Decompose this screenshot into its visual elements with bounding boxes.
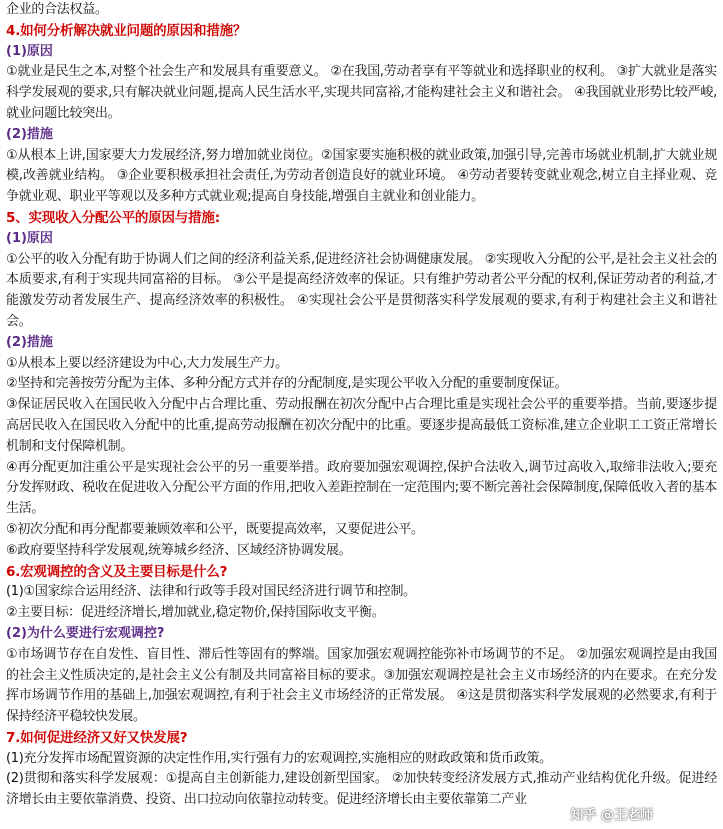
paragraph: ②主要目标：促进经济增长,增加就业,稳定物价,保持国际收支平衡。: [6, 605, 385, 621]
section-heading: 5、实现收入分配公平的原因与措施:: [6, 209, 220, 226]
paragraph: ①就业是民生之本,对整个社会生产和发展具有重要意义。 ②在我国,劳动者享有平等就业和选择职业的权利。 ③扩大就业是落实科学发展观的要求,只有解决就业问题,提高人民生活水平,实现共同富裕,才能构建社会主义和谐社会。 ④我国就业形势比较严峻,就业问题比较突出。: [6, 64, 717, 121]
section-heading: 6.宏观调控的含义及主要目标是什么?: [6, 563, 228, 580]
watermark: 知乎 @王老师: [570, 808, 653, 823]
paragraph: ④再分配更加注重公平是实现社会公平的另一重要举措。政府要加强宏观调控,保护合法收入,调节过高收入,取缔非法收入;要充分发挥财政、税收在促进收入分配公平方面的作用,把收入差距控制在一定范围内;要不断完善社会保障制度,保障低收入者的基本生活。: [6, 459, 717, 517]
paragraph: 企业的合法权益。: [6, 2, 108, 17]
paragraph: (2)贯彻和落实科学发展观：①提高自主创新能力,建设创新型国家。 ②加快转变经济发展方式,推动产业结构优化升级。促进经济增长由主要依靠消费、投资、出口拉动向依靠拉动转变。促进经济增长由主要依靠第二产业: [6, 771, 717, 808]
paragraph: (1)①国家综合运用经济、法律和行政等手段对国民经济进行调节和控制。: [6, 584, 416, 600]
paragraph: ①从根本上讲,国家要大力发展经济,努力增加就业岗位。②国家要实施积极的就业政策,加强引导,完善市场就业机制,扩大就业规模,改善就业结构。 ③企业要积极承担社会责任,为劳动者创造良好的就业环境。 ④劳动者要转变就业观念,树立自主择业观、竞争就业观、职业平等观以及多种方式就业观;提高自身技能,增强自主就业和创业能力。: [6, 147, 717, 205]
paragraph: ③保证居民收入在国民收入分配中占合理比重、劳动报酬在初次分配中占合理比重是实现社会公平的重要举措。当前,要逐步提高居民收入在国民收入分配中的比重,提高劳动报酬在初次分配中的比重。要逐步提高最低工资标准,建立企业职工工资正常增长机制和支付保障机制。: [6, 397, 717, 454]
paragraph: ①从根本上要以经济建设为中心,大力发展生产力。: [6, 355, 288, 371]
paragraph: (1)充分发挥市场配置资源的决定性作用,实行强有力的宏观调控,实施相应的财政政策和货币政策。: [6, 750, 552, 766]
subsection-heading: (2)为什么要进行宏观调控?: [6, 625, 165, 641]
paragraph: ⑥政府要坚持科学发展观,统筹城乡经济、区域经济协调发展。: [6, 542, 352, 558]
subsection-heading: (1)原因: [6, 230, 53, 246]
paragraph: ⑤初次分配和再分配都要兼顾效率和公平，既要提高效率，又要促进公平。: [6, 521, 424, 537]
section-heading: 7.如何促进经济又好又快发展?: [6, 729, 188, 746]
subsection-heading: (1)原因: [6, 43, 53, 59]
subsection-heading: (2)措施: [6, 334, 53, 350]
paragraph: ②坚持和完善按劳分配为主体、多种分配方式并存的分配制度,是实现公平收入分配的重要制度保证。: [6, 376, 568, 392]
subsection-heading: (2)措施: [6, 126, 53, 142]
section-heading: 4.如何分析解决就业问题的原因和措施？: [6, 22, 247, 39]
paragraph: ①市场调节存在自发性、盲目性、滞后性等固有的弊端。国家加强宏观调控能弥补市场调节的不足。 ②加强宏观调控是由我国的社会主义性质决定的,是社会主义公有制及共同富裕目标的要求。③加强宏观调控是社会主义市场经济的内在要求。在充分发挥市场调节作用的基础上,加强宏观调控,有利于社会主义市场经济的正常发展。 ④这是贯彻落实科学发展观的必然要求,有利于保持经济平稳较快发展。: [6, 646, 717, 725]
paragraph: ①公平的收入分配有助于协调人们之间的经济利益关系,促进经济社会协调健康发展。 ②实现收入分配的公平,是社会主义社会的本质要求,有利于实现共同富裕的目标。 ③公平是提高经济效率的保证。只有维护劳动者公平分配的权利,保证劳动者的利益,才能激发劳动者发展生产、提高经济效率的积极性。 ④实现社会公平是贯彻落实科学发展观的要求,有利于构建社会主义和谐社会。: [6, 251, 717, 329]
